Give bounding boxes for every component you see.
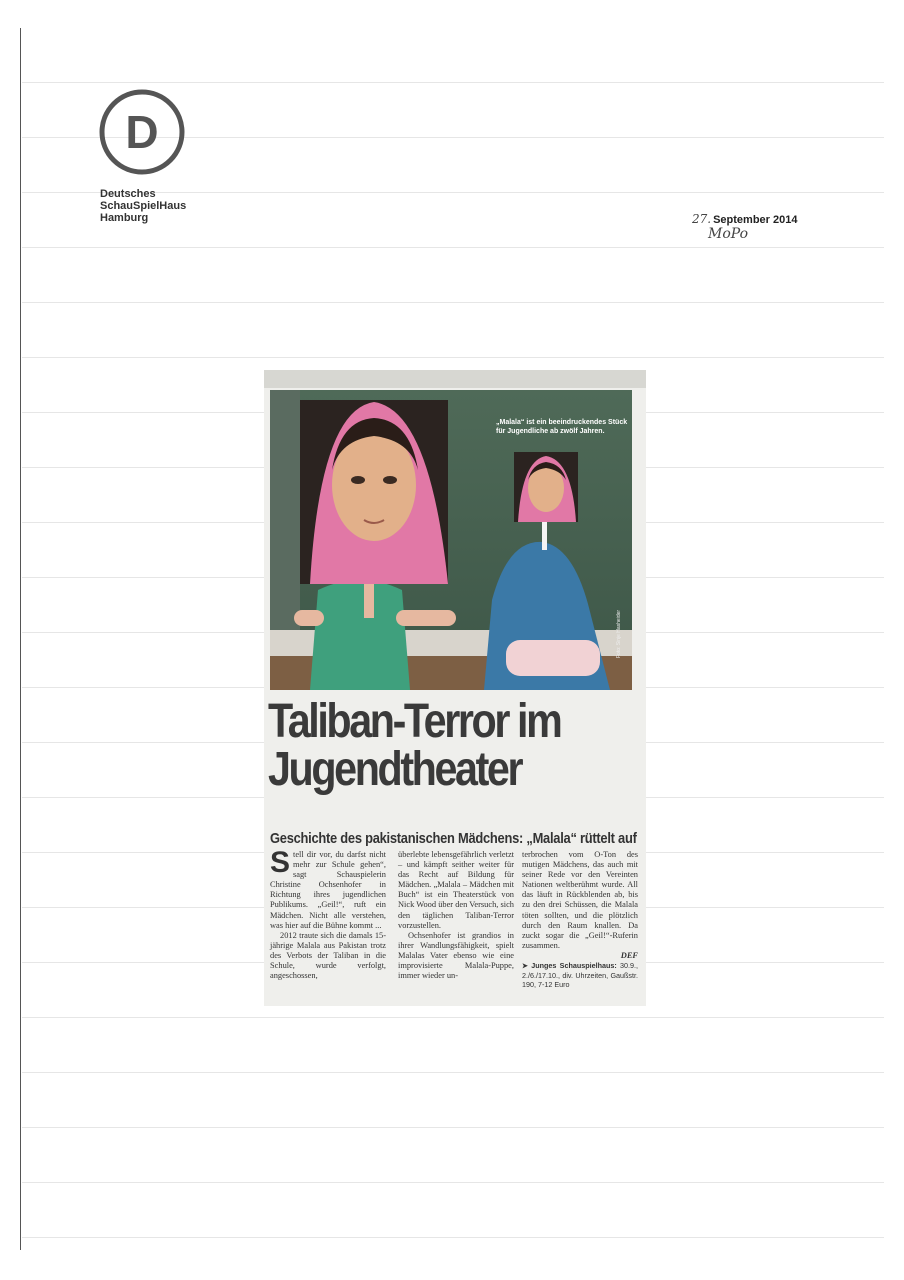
logo-line-2: SchauSpielHaus <box>100 200 187 212</box>
clipping-top-strip <box>264 370 646 388</box>
date-stamp <box>692 212 797 226</box>
author-signature: DEF <box>620 950 638 960</box>
article-column-1 <box>270 846 386 981</box>
article-photo <box>270 390 632 690</box>
col1-paragraph-1: tell dir vor, du darfst nicht mehr zur Schule gehen“, sagt Schauspielerin Christine Ochsenhofer in Richtung ihres jugendlichen Publikums. „Geil!“, ruft ein Mädchen. Nicht alle verstehen, was hier auf die Bühne kommt ... <box>270 850 386 930</box>
logo-line-1: Deutsches <box>100 188 156 200</box>
ruled-line <box>22 1237 884 1238</box>
dropcap: S <box>270 846 291 879</box>
event-label: ➤ Junges Schauspielhaus: <box>522 961 617 971</box>
ruled-line <box>22 1127 884 1128</box>
article-headline <box>268 695 593 796</box>
article-column-2 <box>398 850 514 981</box>
col3-paragraph-1: terbrochen vom O-Ton des mutigen Mädchens, das auch mit seiner Rede vor den Vereinten Nationen weltberühmt wurde. All das läuft in Rückblenden ab, bis zu den drei Schüssen, die Malala töten sollten, und die plötzlich durch den Raum knallen. Da zuckt sogar die „Geil!“-Ruferin zusammen. <box>522 850 638 950</box>
ruled-line <box>22 302 884 303</box>
ruled-line <box>22 1017 884 1018</box>
photo-credit: Foto: Sinje Hasheider <box>616 609 622 658</box>
schauspielhaus-logo <box>98 88 186 176</box>
col2-paragraph-1: überlebte lebensgefährlich verletzt – und kämpft seither weiter für das Recht auf Bildung für Mädchen. „Malala – Mädchen mit Buch“ ist ein Theaterstück von Nick Wood über den Versuch, sich den täglichen Taliban-Terror vorzustellen. <box>398 850 514 930</box>
article-subhead: Geschichte des pakistanischen Mädchens: „Malala“ rüttelt auf <box>270 830 637 847</box>
ruled-line <box>22 82 884 83</box>
source-handwritten: MoPo <box>708 226 749 242</box>
headline-line-1: Taliban-Terror im <box>268 695 561 748</box>
page-left-edge <box>20 28 21 1250</box>
logo-wordmark <box>100 188 186 224</box>
ruled-line <box>22 247 884 248</box>
logo-letter: D <box>125 106 159 158</box>
article-column-3 <box>522 850 638 990</box>
ruled-line <box>22 1072 884 1073</box>
newspaper-clipping <box>264 370 646 1006</box>
date-printed: September 2014 <box>713 214 798 226</box>
event-details: 30.9., 2./6./17.10., div. Uhrzeiten, Gaußstr. 190, 7-12 Euro <box>522 961 638 990</box>
ruled-line <box>22 357 884 358</box>
headline-line-2: Jugendtheater <box>268 743 522 796</box>
logo-line-3: Hamburg <box>100 212 149 224</box>
col2-paragraph-2: Ochsenhofer ist grandios in ihrer Wandlungsfähigkeit, spielt Malalas Vater ebenso wie eine improvisierte Malala-Puppe, immer wieder un- <box>398 930 514 981</box>
photo-caption: „Malala“ ist ein beeindruckendes Stück für Jugendliche ab zwölf Jahren. <box>496 419 628 435</box>
ruled-line <box>22 1182 884 1183</box>
col1-paragraph-2: 2012 traute sich die damals 15-jährige Malala aus Pakistan trotz des Verbots der Taliban in die Schule, wurde verfolgt, angeschossen, <box>270 930 386 981</box>
event-info <box>522 961 638 990</box>
date-handwritten-day: 27. <box>692 212 712 226</box>
